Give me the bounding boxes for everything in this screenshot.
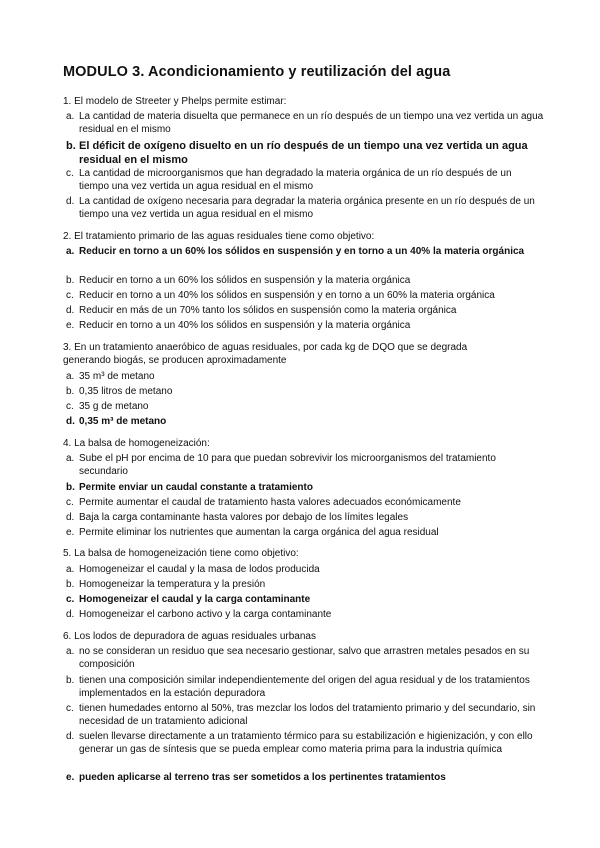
- option-letter: d.: [66, 305, 75, 316]
- option-letter: a.: [66, 371, 75, 382]
- question-1-option-d: [66, 195, 544, 221]
- question-3-option-b: [66, 385, 544, 398]
- option-text: Homogeneizar el caudal y la carga contaminante: [79, 594, 311, 605]
- option-text: no se consideran un residuo que sea necesario gestionar, salvo que arrastren metales pesados en su composición: [79, 646, 530, 670]
- option-text: Permite eliminar los nutrientes que aumentan la carga orgánica del agua residual: [79, 527, 439, 538]
- option-text: Reducir en torno a un 60% los sólidos en suspensión y en torno a un 40% la materia orgánica: [79, 246, 525, 257]
- option-text: Reducir en torno a un 40% los sólidos en suspensión y en torno a un 60% la materia orgánica: [79, 290, 495, 301]
- option-text: tienen una composición similar independientemente del origen del agua residual y de los tratamientos implementados en la estación depuradora: [79, 675, 530, 699]
- option-text: Homogeneizar la temperatura y la presión: [79, 579, 266, 590]
- question-3-stem-line-2: generando biogás, se producen aproximadamente: [63, 355, 287, 366]
- question-4-option-e: [66, 526, 544, 539]
- option-text: Reducir en torno a un 60% los sólidos en suspensión y la materia orgánica: [79, 275, 411, 286]
- option-text: pueden aplicarse al terreno tras ser sometidos a los pertinentes tratamientos: [79, 772, 446, 783]
- option-letter: a.: [66, 646, 75, 657]
- option-letter: a.: [66, 111, 75, 122]
- question-6-option-a: [66, 645, 544, 671]
- question-4-option-c: [66, 496, 544, 509]
- question-6-option-b: [66, 674, 544, 700]
- question-2-stem: 2. El tratamiento primario de las aguas residuales tiene como objetivo:: [63, 231, 375, 242]
- question-2-option-e: [66, 319, 544, 332]
- question-1-option-b-correct: [66, 139, 544, 167]
- option-text: tienen humedades entorno al 50%, tras mezclar los lodos del tratamiento primario y del secundario, sin necesidad de un tratamiento adicional: [79, 703, 536, 727]
- question-4-option-d: [66, 511, 544, 524]
- option-letter: b.: [66, 675, 75, 686]
- option-text: Sube el pH por encima de 10 para que puedan sobrevivir los microorganismos del tratamiento secundario: [79, 453, 496, 477]
- question-5-option-d: [66, 608, 544, 621]
- question-6-option-e-correct: [66, 771, 544, 784]
- option-text: Permite aumentar el caudal de tratamiento hasta valores adecuados económicamente: [79, 497, 461, 508]
- question-1-option-c: [66, 167, 544, 193]
- option-text: La cantidad de materia disuelta que permanece en un río después de un tiempo una vez vertida un agua residual en el mismo: [79, 111, 544, 135]
- option-letter: a.: [66, 453, 75, 464]
- option-letter: c.: [66, 497, 74, 508]
- option-text: La cantidad de oxígeno necesaria para degradar la materia orgánica presente en un río después de un tiempo una vez vertida un agua residual en el mismo: [79, 196, 535, 220]
- option-letter: b.: [66, 386, 75, 397]
- question-1-option-a: [66, 110, 544, 136]
- option-text: 0,35 m³ de metano: [79, 416, 167, 427]
- question-2-option-c: [66, 289, 544, 302]
- question-5-option-a: [66, 563, 544, 576]
- option-text: Reducir en más de un 70% tanto los sólidos en suspensión como la materia orgánica: [79, 305, 457, 316]
- option-letter: c.: [66, 703, 74, 714]
- question-3-option-d-correct: [66, 415, 544, 428]
- question-3-option-a: [66, 370, 544, 383]
- option-letter: b.: [66, 482, 75, 493]
- question-5-stem: 5. La balsa de homogeneización tiene como objetivo:: [63, 548, 299, 559]
- question-5-option-b: [66, 578, 544, 591]
- question-2-option-a-correct: [66, 245, 544, 258]
- option-text: Baja la carga contaminante hasta valores por debajo de los límites legales: [79, 512, 409, 523]
- option-letter: c.: [66, 401, 74, 412]
- option-letter: d.: [66, 731, 75, 742]
- option-letter: d.: [66, 196, 75, 207]
- option-letter: c.: [66, 168, 74, 179]
- question-4-option-a: [66, 452, 544, 478]
- option-letter: e.: [66, 772, 75, 783]
- option-letter: d.: [66, 609, 75, 620]
- option-letter: b.: [66, 275, 75, 286]
- option-text: Reducir en torno a un 40% los sólidos en suspensión y la materia orgánica: [79, 320, 411, 331]
- question-3-stem-line-1: 3. En un tratamiento anaeróbico de aguas residuales, por cada kg de DQO que se degrada: [63, 342, 468, 353]
- option-letter: e.: [66, 527, 75, 538]
- question-2-option-d: [66, 304, 544, 317]
- question-4-stem: 4. La balsa de homogeneización:: [63, 438, 210, 449]
- option-text: El déficit de oxígeno disuelto en un río después de un tiempo una vez vertida un agua residual en el mismo: [79, 140, 528, 166]
- option-text: Homogeneizar el carbono activo y la carga contaminante: [79, 609, 332, 620]
- option-letter: c.: [66, 594, 75, 605]
- question-4-option-b-correct: [66, 481, 544, 494]
- option-letter: a.: [66, 564, 75, 575]
- question-1-stem: 1. El modelo de Streeter y Phelps permite estimar:: [63, 96, 287, 107]
- option-letter: e.: [66, 320, 75, 331]
- option-letter: d.: [66, 416, 75, 427]
- option-letter: c.: [66, 290, 74, 301]
- module-title: MODULO 3. Acondicionamiento y reutilización del agua: [63, 64, 451, 80]
- option-text: Homogeneizar el caudal y la masa de lodos producida: [79, 564, 320, 575]
- option-text: suelen llevarse directamente a un tratamiento térmico para su estabilización e higienización, y con ello generar un gas de síntesis que se pueda emplear como materia prima para la industria química: [79, 731, 533, 755]
- option-letter: d.: [66, 512, 75, 523]
- option-text: 35 g de metano: [79, 401, 149, 412]
- question-5-option-c-correct: [66, 593, 544, 606]
- question-6-option-c: [66, 702, 544, 728]
- question-6-option-d: [66, 730, 544, 756]
- option-text: La cantidad de microorganismos que han degradado la materia orgánica de un río después de un tiempo una vez vertida un agua residual en el mismo: [79, 168, 512, 192]
- question-6-stem: 6. Los lodos de depuradora de aguas residuales urbanas: [63, 631, 316, 642]
- question-2-option-b: [66, 274, 544, 287]
- option-text: 35 m³ de metano: [79, 371, 155, 382]
- option-letter: a.: [66, 246, 75, 257]
- option-text: Permite enviar un caudal constante a tratamiento: [79, 482, 313, 493]
- option-letter: b.: [66, 140, 76, 152]
- option-text: 0,35 litros de metano: [79, 386, 173, 397]
- option-letter: b.: [66, 579, 75, 590]
- question-3-option-c: [66, 400, 544, 413]
